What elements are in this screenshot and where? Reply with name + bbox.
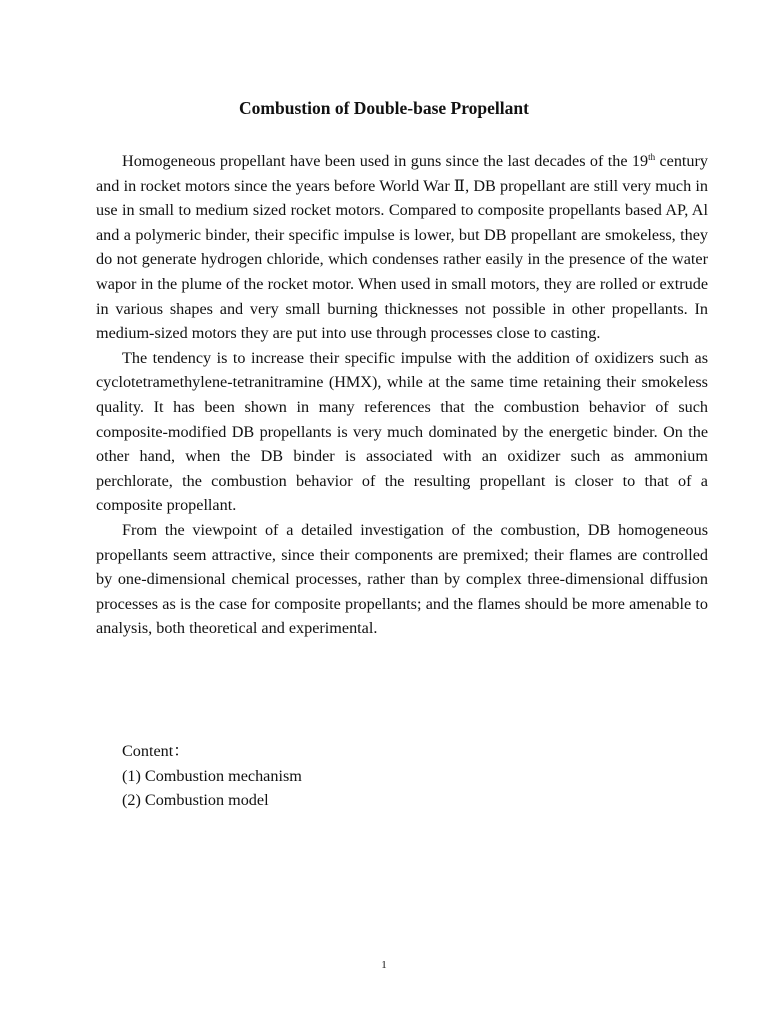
page-number: 1	[381, 959, 387, 971]
paragraph-3: From the viewpoint of a detailed investigation of the combustion, DB homogeneous propellants seem attractive, since their components are premixed; their flames are controlled by one-dimensional chemical processes, rather than by complex three-dimensional diffusion processes as is the case for composite propellants; and the flames should be more amenable to analysis, both theoretical and experimental.	[96, 520, 708, 638]
ordinal-superscript: th	[648, 152, 656, 162]
document-body	[96, 149, 708, 641]
paragraph-2: The tendency is to increase their specific impulse with the addition of oxidizers such as cyclotetramethylene-tetranitramine (HMX), while at the same time retaining their smokeless quality. It has been shown in many references that the combustion behavior of such composite-modified DB propellants is very much dominated by the energetic binder. On the other hand, when the DB binder is associated with an oxidizer such as ammonium perchlorate, the combustion behavior of the resulting propellant is closer to that of a composite propellant.	[96, 348, 708, 515]
document-title: Combustion of Double-base Propellant	[239, 98, 529, 118]
content-item-1: (1) Combustion mechanism	[122, 766, 302, 785]
content-list	[122, 739, 622, 813]
content-item-2: (2) Combustion model	[122, 791, 269, 810]
content-heading: Content：	[122, 742, 190, 760]
paragraph-1-rest: century and in rocket motors since the years before World War Ⅱ, DB propellant are still very much in use in small to medium sized rocket motors. Compared to composite propellants based AP, Al and a polymeric binder, their specific impulse is lower, but DB propellant are smokeless, they do not generate hydrogen chloride, which condenses rather easily in the presence of the water wapor in the plume of the rocket motor. When used in small motors, they are rolled or extrude in various shapes and very small burning thicknesses not possible in other propellants. In medium-sized motors they are put into use through processes close to casting.	[96, 152, 708, 343]
paragraph-1	[96, 149, 708, 346]
paragraph-1-lead: Homogeneous propellant have been used in guns since the last decades of the 19	[122, 152, 649, 170]
